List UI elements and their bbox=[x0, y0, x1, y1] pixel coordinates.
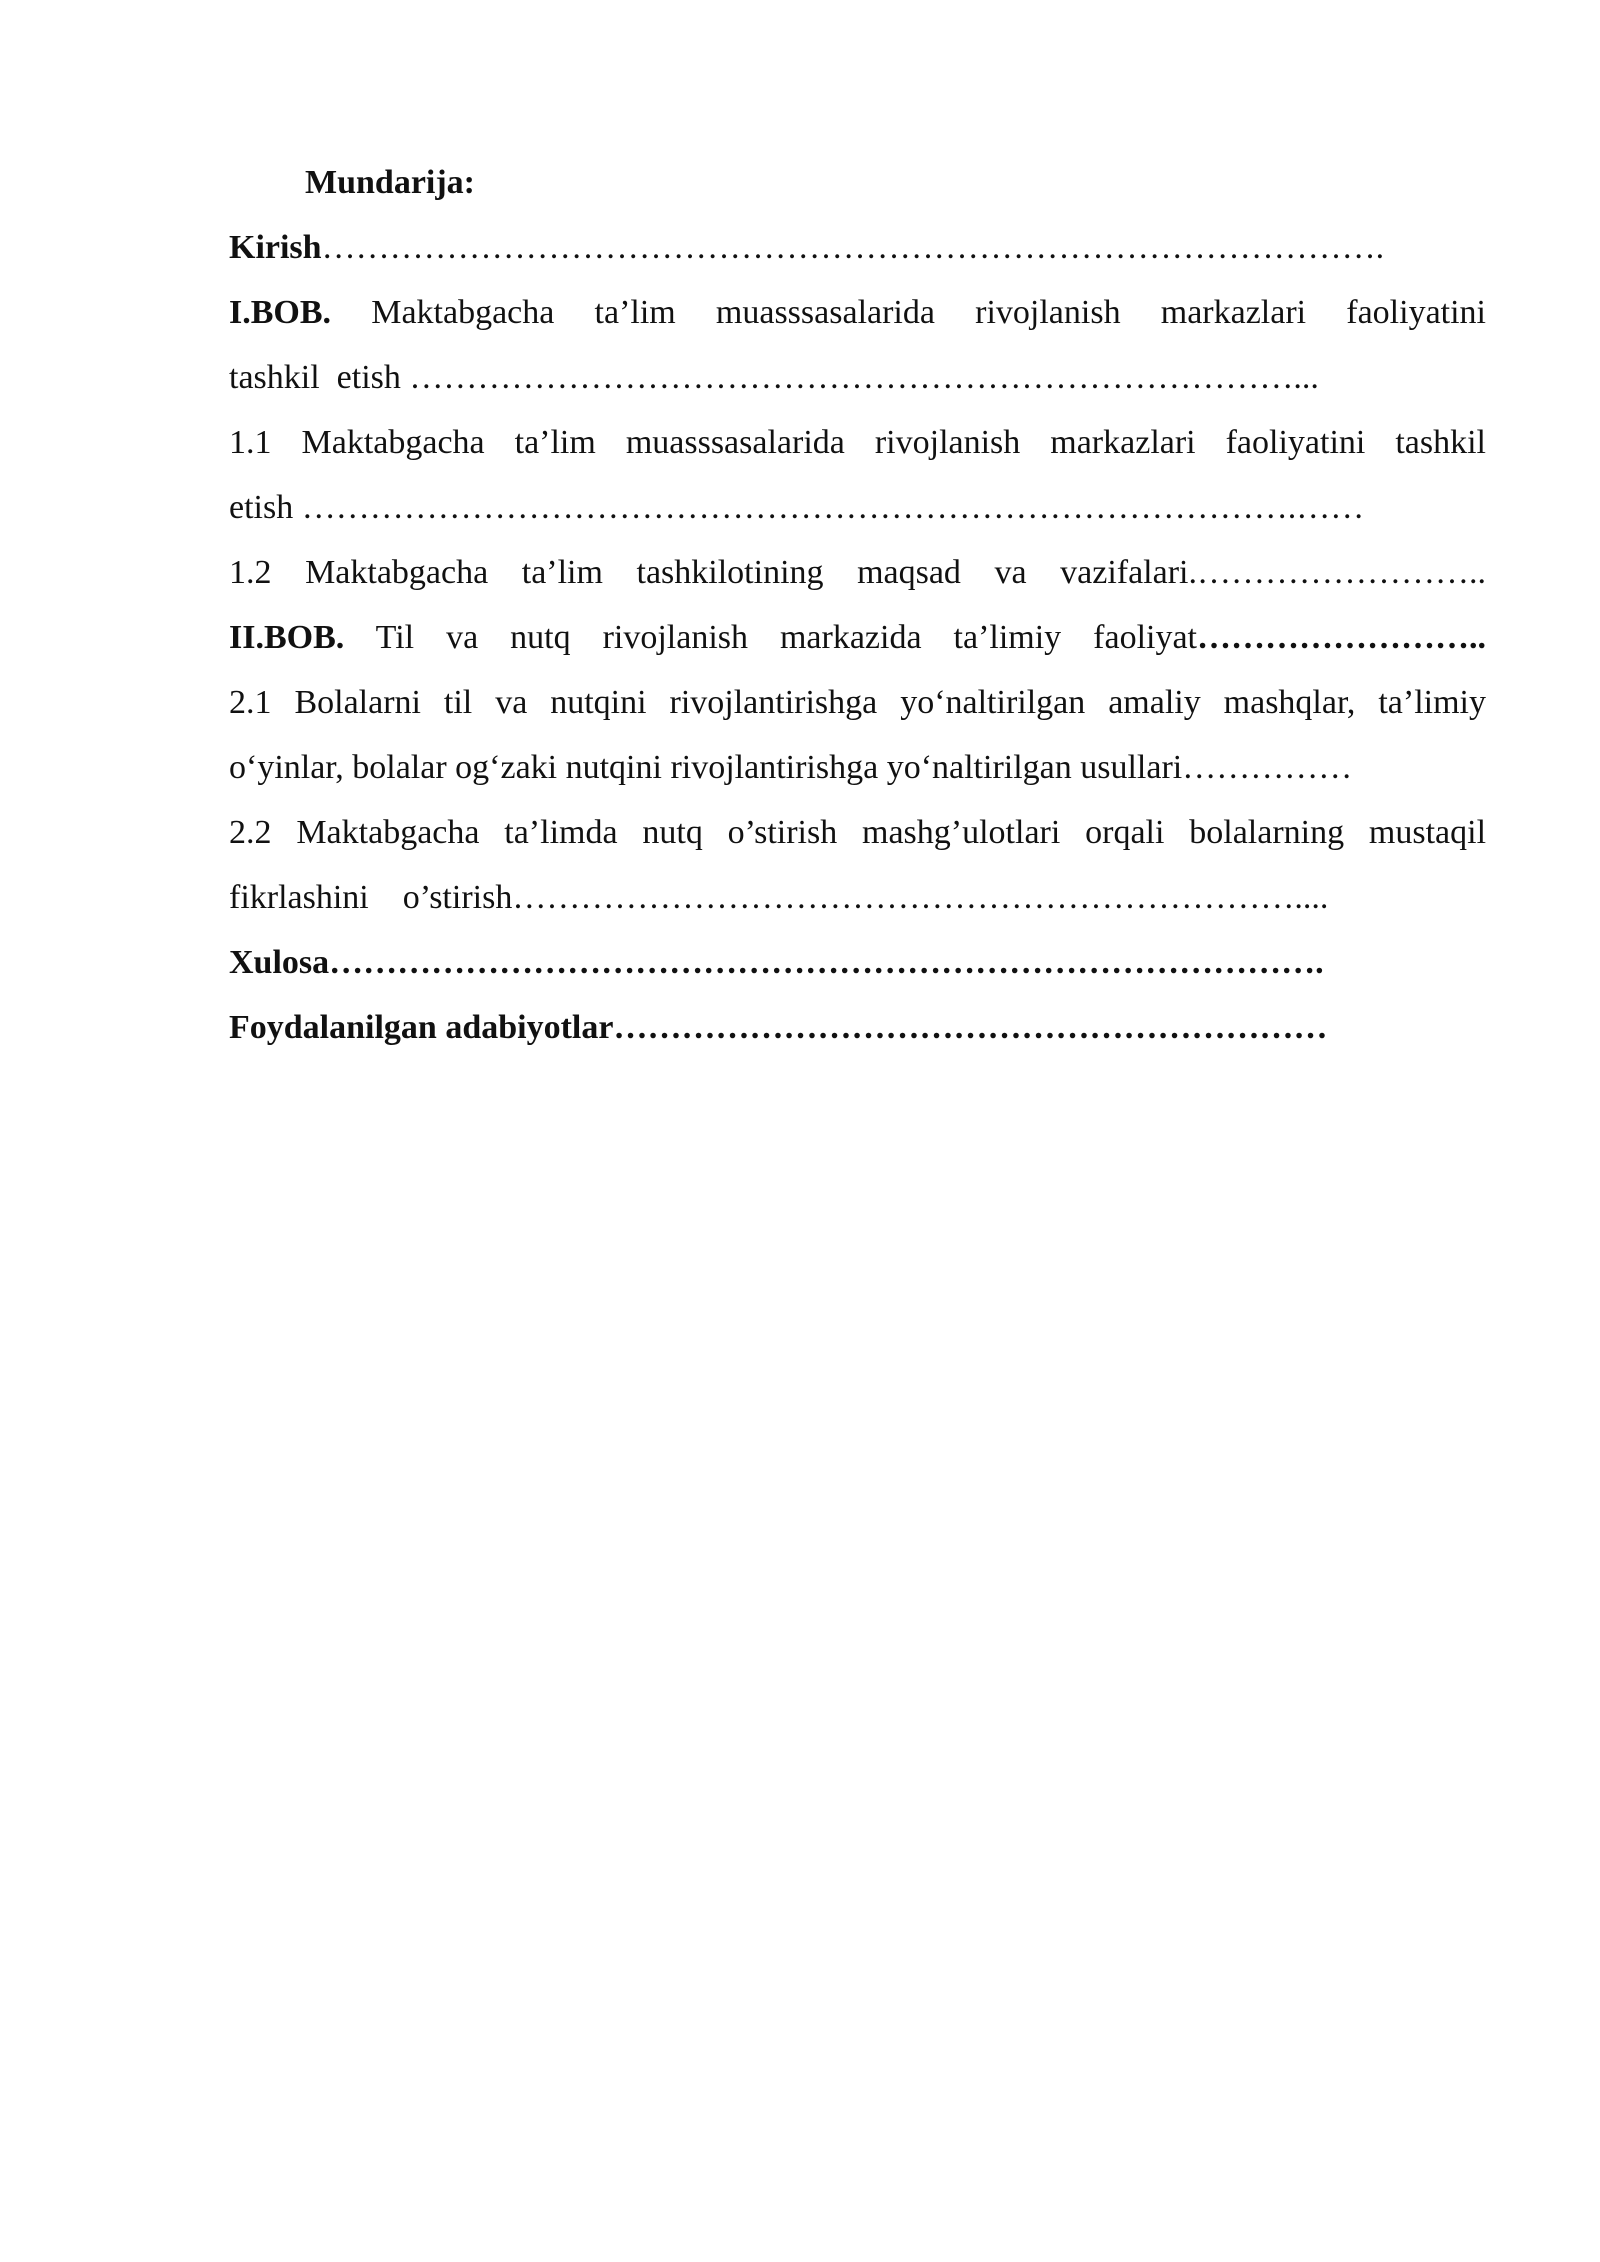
toc-entry-text: tashkil etish bbox=[229, 359, 401, 396]
toc-entry-text: Maktabgacha ta’limda nutq o’stirish mashg’ulotlari orqali bolalarning mustaqil bbox=[296, 814, 1487, 851]
toc-entry-label: 1.1 bbox=[229, 424, 272, 461]
toc-entry-label: 2.1 bbox=[229, 684, 272, 721]
toc-entry-label: 2.2 bbox=[229, 814, 272, 851]
toc-entry-kirish[interactable] bbox=[229, 215, 1486, 280]
toc-entry-text: Maktabgacha ta’lim tashkilotining maqsad va vazifalari. bbox=[305, 554, 1197, 591]
toc-entry-label: Foydalanilgan adabiyotlar bbox=[229, 1009, 614, 1046]
toc-entry-leader: …………… bbox=[1182, 749, 1353, 786]
toc-entry-label: Kirish bbox=[229, 229, 322, 266]
toc-entry-section-1-1[interactable] bbox=[229, 410, 1486, 475]
toc-entry-text: o‘yinlar, bolalar og‘zaki nutqini rivojlantirishga yo‘naltirilgan usullari bbox=[229, 749, 1183, 786]
toc-entry-leader: …………………….. bbox=[1197, 619, 1487, 656]
toc-entry-leader: …………………………………………………………….... bbox=[512, 879, 1329, 916]
toc-entry-section-2-1[interactable] bbox=[229, 670, 1486, 735]
toc-entry-references[interactable] bbox=[229, 995, 1486, 1060]
toc-entry-text: Maktabgacha ta’lim muasssasalarida rivojlanish markazlari faoliyatini bbox=[371, 294, 1487, 331]
toc-entry-chapter-1-cont[interactable] bbox=[229, 345, 1486, 410]
toc-entry-section-1-1-cont[interactable] bbox=[229, 475, 1486, 540]
toc-entry-leader: …………………………………………………………………………….…… bbox=[301, 489, 1365, 526]
toc-entry-section-2-2[interactable] bbox=[229, 800, 1486, 865]
toc-entry-section-2-2-cont[interactable] bbox=[229, 865, 1486, 930]
toc-entry-label: II.BOB. bbox=[229, 619, 345, 656]
toc-entry-leader: …………………………………………………………………………………. bbox=[321, 229, 1385, 266]
toc-entry-label: Xulosa bbox=[229, 944, 330, 981]
toc-entry-text: Bolalarni til va nutqini rivojlantirishga yo‘naltirilgan amaliy mashqlar, ta’limiy bbox=[294, 684, 1487, 721]
toc-entry-leader: …………………….. bbox=[1197, 554, 1486, 591]
toc-entry-leader: ……………………………………………………… bbox=[613, 1009, 1328, 1046]
toc-entry-section-1-2[interactable] bbox=[229, 540, 1486, 605]
toc-entry-text: Til va nutq rivojlanish markazida ta’limiy faoliyat bbox=[375, 619, 1198, 656]
toc-entry-text: Maktabgacha ta’lim muasssasalarida rivojlanish markazlari faoliyatini tashkil bbox=[301, 424, 1487, 461]
toc-entry-section-2-1-cont[interactable] bbox=[229, 735, 1486, 800]
document-page bbox=[229, 150, 1486, 1060]
toc-entry-text: fikrlashini o’stirish bbox=[229, 879, 513, 916]
toc-entry-xulosa[interactable] bbox=[229, 930, 1486, 995]
toc-entry-leader: ……………………………………………………………………... bbox=[409, 359, 1319, 396]
toc-entry-leader: ……………………………………………………………………………. bbox=[329, 944, 1324, 981]
toc-entry-text: etish bbox=[229, 489, 294, 526]
toc-entry-chapter-1[interactable] bbox=[229, 280, 1486, 345]
toc-entry-label: I.BOB. bbox=[229, 294, 332, 331]
toc-entry-label: 1.2 bbox=[229, 554, 272, 591]
toc-entry-chapter-2[interactable] bbox=[229, 605, 1486, 670]
toc-heading: Mundarija: bbox=[305, 164, 475, 201]
